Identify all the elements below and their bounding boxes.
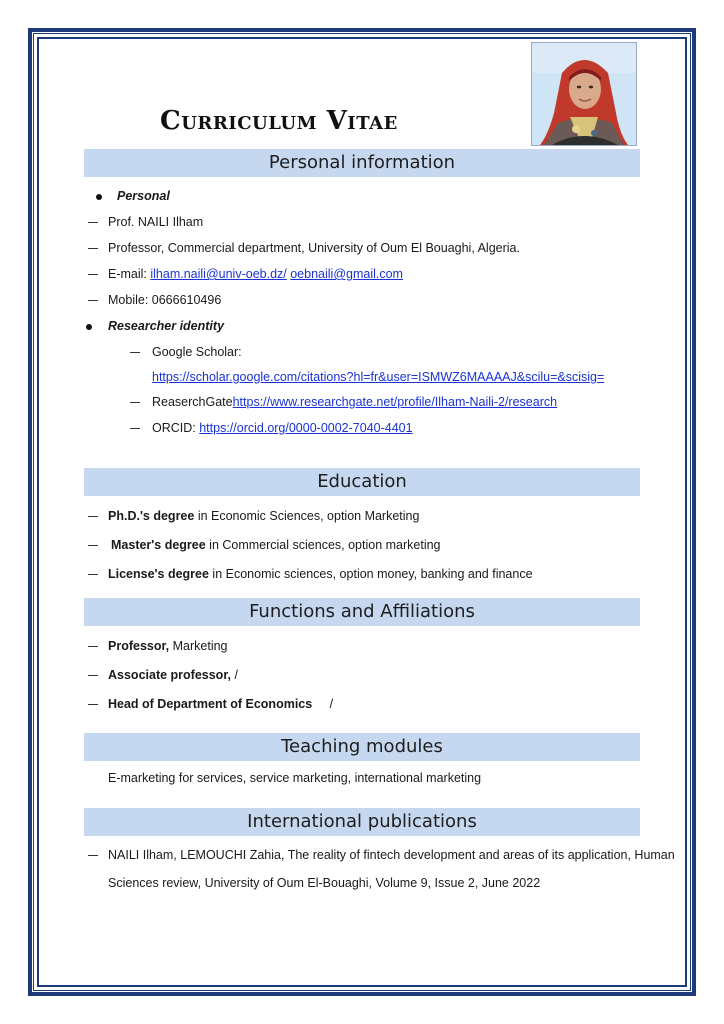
section-header-teaching: Teaching modules — [84, 733, 640, 761]
dash-icon — [88, 300, 98, 301]
section-header-personal-information: Personal information — [84, 149, 640, 177]
researchgate-link[interactable]: https://www.researchgate.net/profile/Ilham-Naili-2/research — [232, 395, 558, 409]
function-item: Associate professor, / — [108, 668, 238, 682]
google-scholar-link[interactable]: https://scholar.google.com/citations?hl=fr&user=ISMWZ6MAAAAJ&scilu=&scisig= — [152, 370, 605, 384]
dash-icon — [88, 675, 98, 676]
mobile-number: Mobile: 0666610496 — [108, 293, 222, 307]
dash-icon — [88, 274, 98, 275]
publication-line-1: NAILI Ilham, LEMOUCHI Zahia, The reality of fintech development and areas of its application, Human — [108, 848, 675, 862]
orcid-label: ORCID: — [152, 421, 200, 435]
researchgate-line — [152, 395, 557, 409]
dash-icon — [88, 855, 98, 856]
email-label: E-mail: — [108, 267, 151, 281]
section-header-education: Education — [84, 468, 640, 496]
function-item: Head of Department of Economics / — [108, 697, 334, 711]
dash-icon — [88, 248, 98, 249]
dash-icon — [88, 222, 98, 223]
dash-icon — [88, 646, 98, 647]
dash-icon — [88, 704, 98, 705]
person-position: Professor, Commercial department, University of Oum El Bouaghi, Algeria. — [108, 241, 520, 255]
education-item: Master's degree in Commercial sciences, option marketing — [111, 538, 441, 552]
education-item: Ph.D.'s degree in Economic Sciences, option Marketing — [108, 509, 420, 523]
bullet-icon — [96, 194, 102, 200]
dash-icon — [130, 352, 140, 353]
dash-icon — [88, 545, 98, 546]
person-name: Prof. NAILI Ilham — [108, 215, 204, 229]
personal-heading: Personal — [117, 189, 170, 203]
email-link-university[interactable]: ilham.naili@univ-oeb.dz/ — [150, 267, 287, 281]
section-header-functions: Functions and Affiliations — [84, 598, 640, 626]
dash-icon — [88, 516, 98, 517]
dash-icon — [88, 574, 98, 575]
education-item: License's degree in Economic sciences, option money, banking and finance — [108, 567, 533, 581]
researchgate-label: ReaserchGate — [152, 395, 233, 409]
dash-icon — [130, 402, 140, 403]
teaching-modules-text: E-marketing for services, service marketing, international marketing — [108, 771, 482, 785]
researcher-identity-heading: Researcher identity — [108, 319, 225, 333]
orcid-link[interactable]: https://orcid.org/0000-0002-7040-4401 — [199, 421, 413, 435]
section-header-publications: International publications — [84, 808, 640, 836]
portrait-photo — [531, 42, 637, 146]
google-scholar-label: Google Scholar: — [152, 345, 242, 359]
orcid-line — [152, 421, 413, 435]
cv-title: Curriculum Vitae — [160, 106, 398, 136]
publication-line-2: Sciences review, University of Oum El-Bouaghi, Volume 9, Issue 2, June 2022 — [108, 876, 541, 890]
email-line — [108, 267, 403, 281]
bullet-icon — [86, 324, 92, 330]
dash-icon — [130, 428, 140, 429]
function-item: Professor, Marketing — [108, 639, 228, 653]
email-link-gmail[interactable]: oebnaili@gmail.com — [290, 267, 403, 281]
